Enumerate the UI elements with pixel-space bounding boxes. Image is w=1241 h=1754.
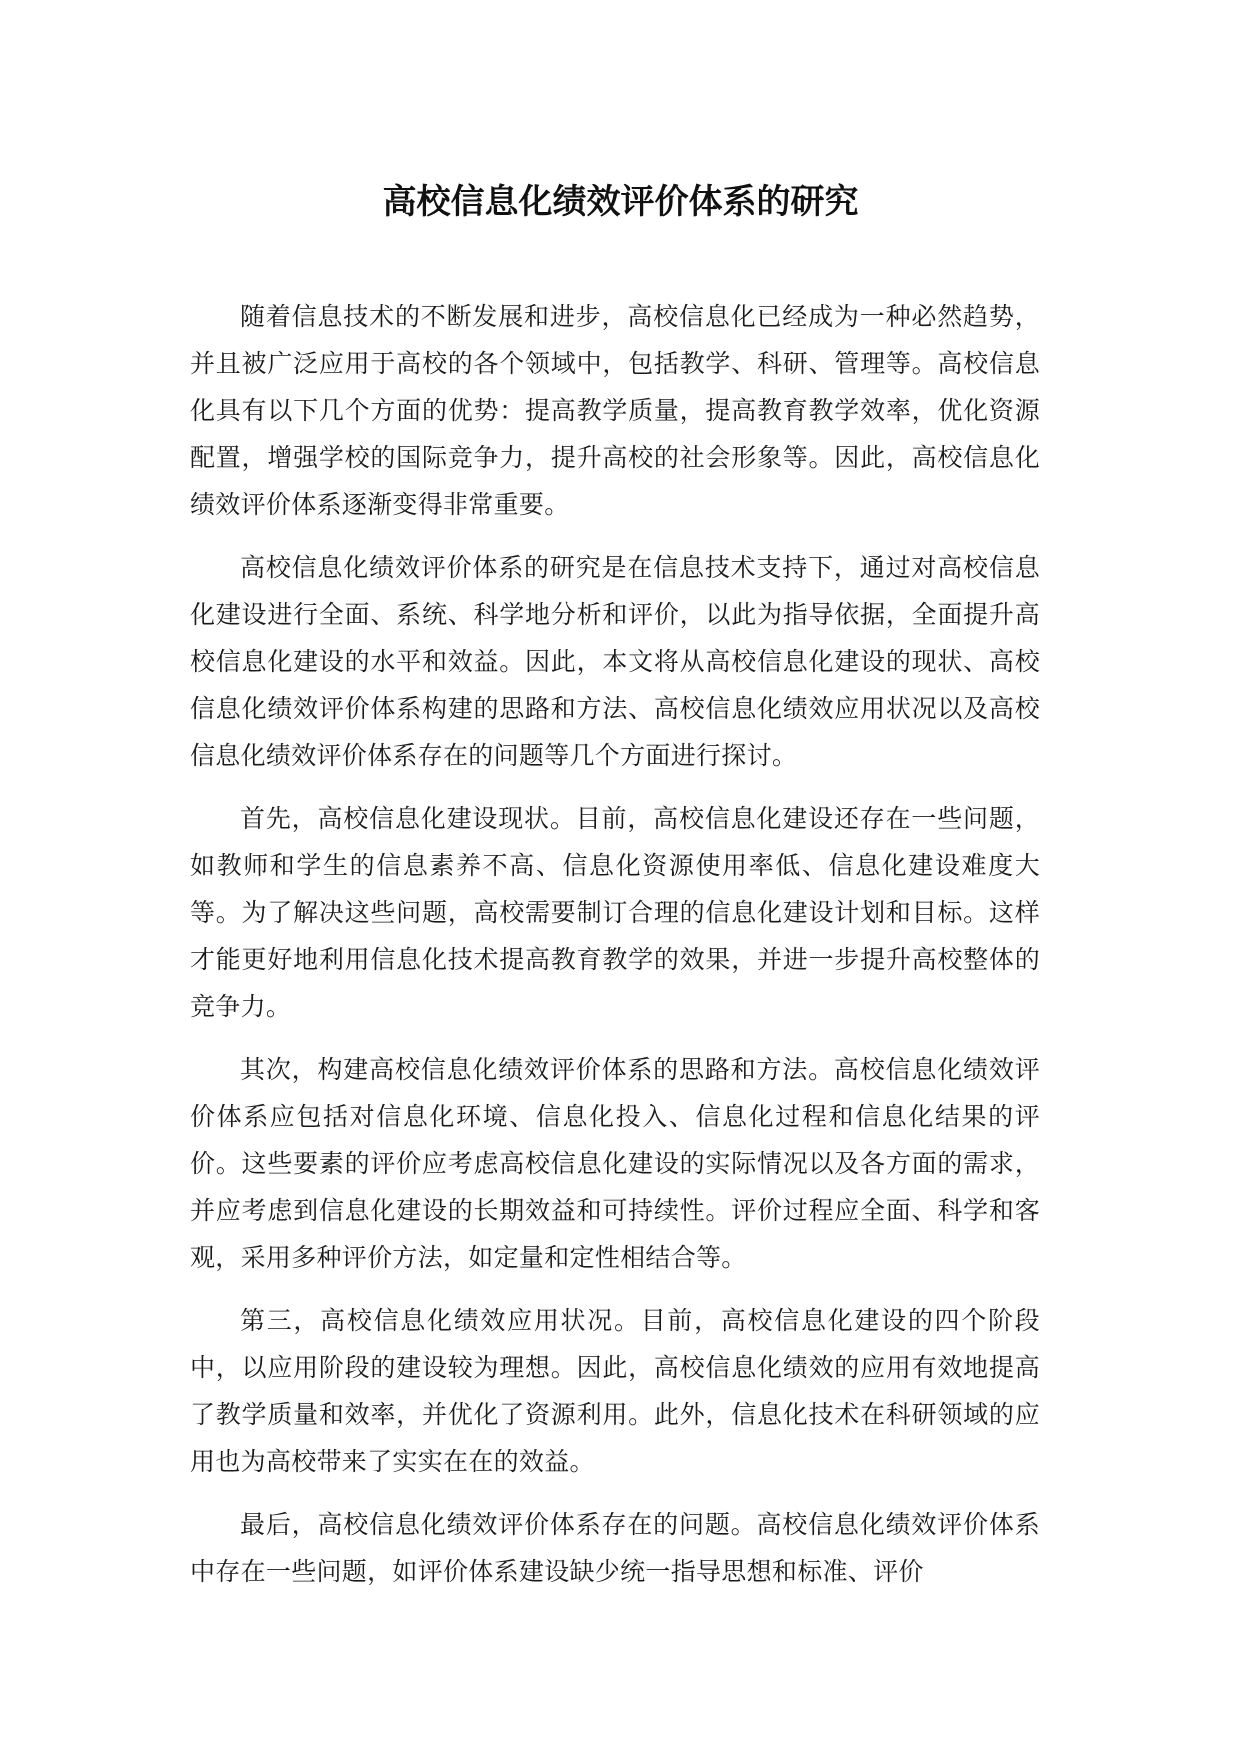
paragraph: 随着信息技术的不断发展和进步，高校信息化已经成为一种必然趋势，并且被广泛应用于高校的各个领域中，包括教学、科研、管理等。高校信息化具有以下几个方面的优势：提高教学质量，提高教育教学效率，优化资源配置，增强学校的国际竞争力，提升高校的社会形象等。因此，高校信息化绩效评价体系逐渐变得非常重要。 <box>190 302 1040 519</box>
document-title: 高校信息化绩效评价体系的研究 <box>382 182 859 222</box>
document-body <box>190 293 1040 1611</box>
paragraph: 首先，高校信息化建设现状。目前，高校信息化建设还存在一些问题，如教师和学生的信息素养不高、信息化资源使用率低、信息化建设难度大等。为了解决这些问题，高校需要制订合理的信息化建设计划和目标。这样才能更好地利用信息化技术提高教育教学的效果，并进一步提升高校整体的竞争力。 <box>190 804 1040 1021</box>
paragraph: 最后，高校信息化绩效评价体系存在的问题。高校信息化绩效评价体系中存在一些问题，如评价体系建设缺少统一指导思想和标准、评价 <box>190 1510 1040 1586</box>
paragraph: 高校信息化绩效评价体系的研究是在信息技术支持下，通过对高校信息化建设进行全面、系统、科学地分析和评价，以此为指导依据，全面提升高校信息化建设的水平和效益。因此，本文将从高校信息化建设的现状、高校信息化绩效评价体系构建的思路和方法、高校信息化绩效应用状况以及高校信息化绩效评价体系存在的问题等几个方面进行探讨。 <box>190 553 1040 770</box>
paragraph: 其次，构建高校信息化绩效评价体系的思路和方法。高校信息化绩效评价体系应包括对信息化环境、信息化投入、信息化过程和信息化结果的评价。这些要素的评价应考虑高校信息化建设的实际情况以及各方面的需求，并应考虑到信息化建设的长期效益和可持续性。评价过程应全面、科学和客观，采用多种评价方法，如定量和定性相结合等。 <box>190 1055 1040 1272</box>
paragraph: 第三，高校信息化绩效应用状况。目前，高校信息化建设的四个阶段中，以应用阶段的建设较为理想。因此，高校信息化绩效的应用有效地提高了教学质量和效率，并优化了资源利用。此外，信息化技术在科研领域的应用也为高校带来了实实在在的效益。 <box>190 1306 1040 1476</box>
